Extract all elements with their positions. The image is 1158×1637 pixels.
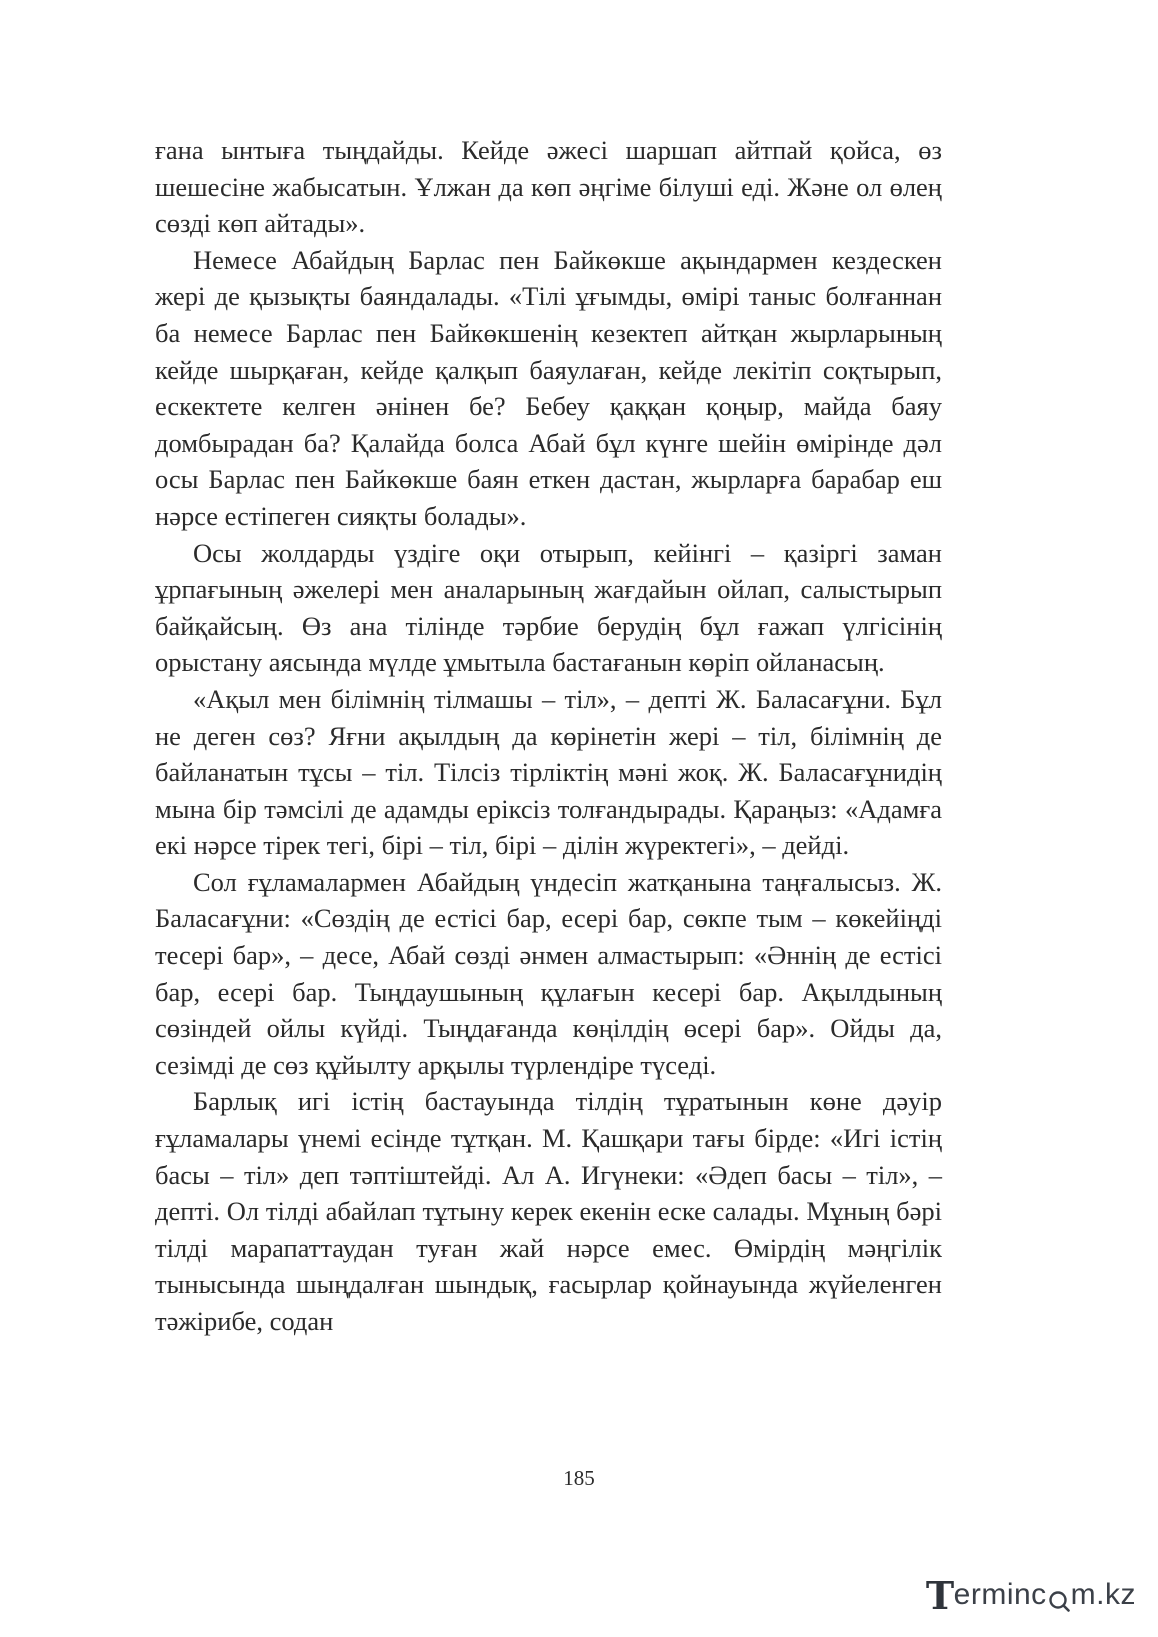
watermark-text-end: m.kz [1070, 1578, 1136, 1611]
paragraph-2: Немесе Абайдың Барлас пен Байкөкше ақындармен кездескен жері де қызықты баяндалады. «Тілі ұғымды, өмірі таныс болғаннан ба немесе Барлас пен Байкөкшенің кезектеп айтқан жырларының кейде шырқаған, кейде қалқып баяулаған, кейде лекітіп соқтырып, ескектете келген әнінен бе? Бебеу қаққан қоңыр, майда баяу домбырадан ба? Қалайда болса Абай бұл күнге шейін өмірінде дәл осы Барлас пен Байкөкше баян еткен дастан, жырларға барабар еш нәрсе естіпеген сияқты болады». [155, 244, 942, 531]
page-number: 185 [563, 1466, 595, 1490]
paragraph-1: ғана ынтыға тыңдайды. Кейде әжесі шаршап айтпай қойса, өз шешесіне жабысатын. Ұлжан да көп әңгіме білуші еді. Және ол өлең сөзді көп айтады». [155, 135, 942, 239]
watermark-text-start: erminc [953, 1578, 1047, 1611]
page-body [155, 132, 942, 1340]
paragraph-5: Сол ғұламалармен Абайдың үндесіп жатқанына таңғалысыз. Ж. Баласағұни: «Сөздің де естісі бар, есері бар, сөкпе тым – көкейіңді тесері бар», – десе, Абай сөзді әнмен алмастырып: «Әннің де естісі бар, есері бар. Тыңдаушының құлағын кесері бар. Ақылдының сөзіндей ойлы күйді. Тыңдағанда көңілдің өсері бар». Ойды да, сезімді де сөз құйылту арқылы түрлендіре түседі. [155, 866, 942, 1080]
paragraph-3: Осы жолдарды үздіге оқи отырып, кейінгі – қазіргі заман ұрпағының әжелері мен аналарының жағдайын ойлап, салыстырып байқайсың. Өз ана тілінде тәрбие берудің бұл ғажап үлгісінің орыстану аясында мүлде ұмытыла бастағанын көріп ойланасың. [155, 537, 942, 678]
magnifier-icon [1048, 1586, 1070, 1608]
paragraph-4: «Ақыл мен білімнің тілмашы – тіл», – депті Ж. Баласағұни. Бұл не деген сөз? Яғни ақылдың да көрінетін жері – тіл, білімнің де байланатын тұсы – тіл. Тілсіз тірліктің мәні жоқ. Ж. Баласағұнидің мына бір тәмсілі де адамды еріксіз толғандырады. Қараңыз: «Адамға екі нәрсе тірек тегі, бірі – тіл, бірі – ділін жүректегі», – дейді. [155, 683, 942, 861]
watermark-logo [925, 1572, 1136, 1618]
watermark-letter-t: T [925, 1572, 955, 1618]
paragraph-6: Барлық игі істің бастауында тілдің тұратынын көне дәуір ғұламалары үнемі есінде тұтқан. М. Қашқари тағы бірде: «Игі істің басы – тіл» деп тәптіштейді. Ал А. Игүнеки: «Әдеп басы – тіл», – депті. Ол тілді абайлап тұтыну керек екенін еске салады. Мұның бәрі тілді марапаттаудан туған жай нәрсе емес. Өмірдің мәңгілік тынысында шыңдалған шындық, ғасырлар қойнауында жүйеленген тәжірибе, содан [155, 1086, 942, 1336]
